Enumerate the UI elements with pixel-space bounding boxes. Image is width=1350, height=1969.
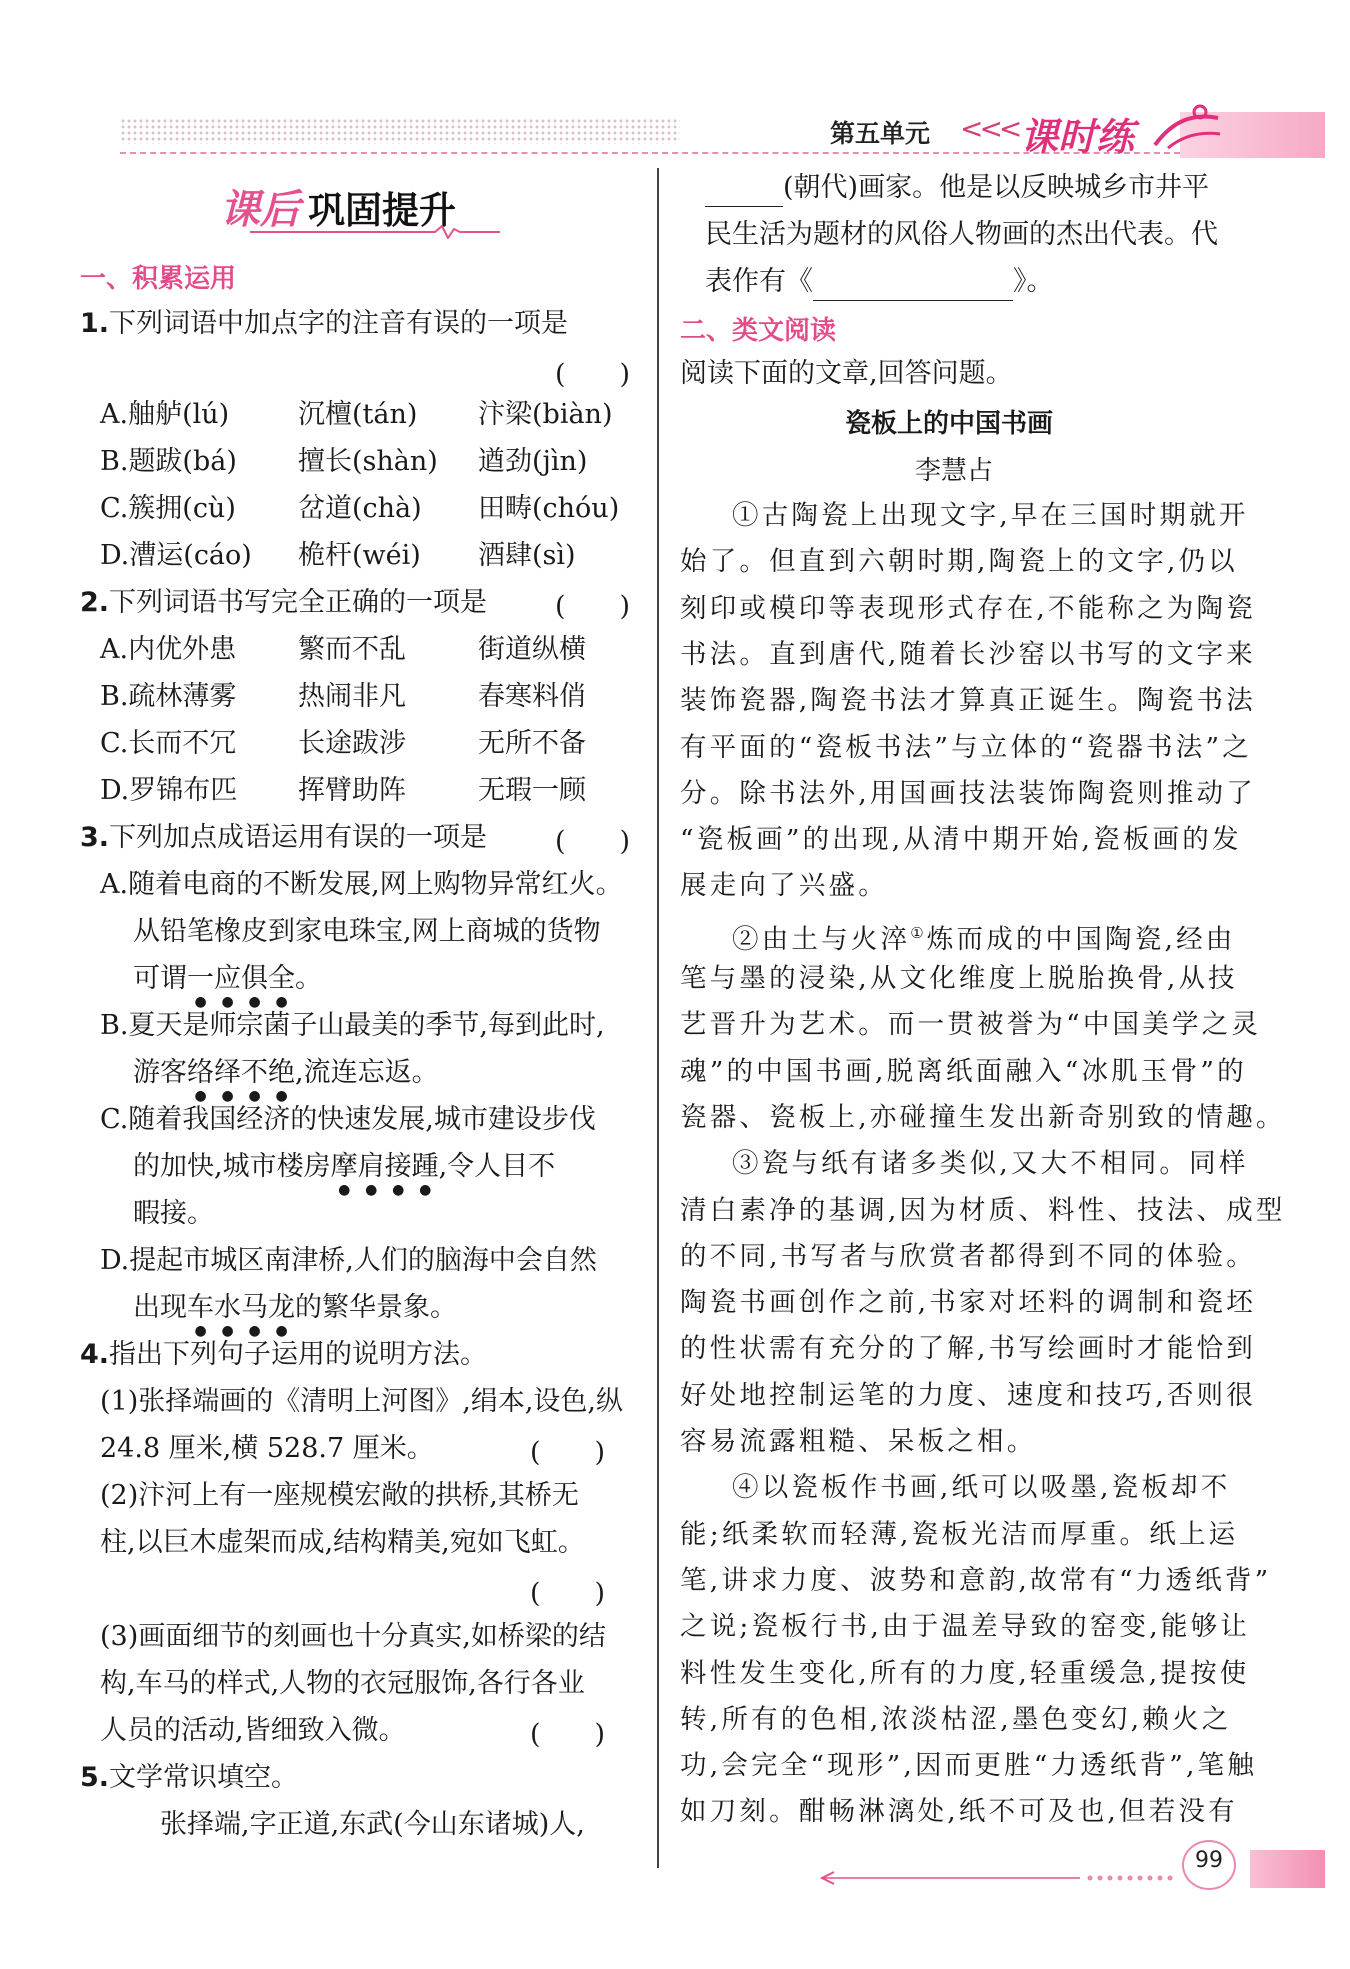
q4-item3-paren: ( ) (530, 1719, 606, 1750)
q2-option-c-word1: C.长而不冗 (100, 728, 237, 759)
q1-option-a-word2: 沉檀(tán) (298, 399, 418, 430)
q1-option-c-word3: 田畴(chóu) (478, 493, 620, 524)
dotted-idiom: 一应俱全 (187, 963, 295, 994)
option-letter: C. (100, 493, 129, 524)
text: 的繁华景象。 (295, 1292, 457, 1323)
q2-option-c-word2: 长途跋涉 (298, 728, 406, 759)
q1-option-c-word2: 岔道(chà) (298, 493, 422, 524)
article-line: 展走向了兴盛。 (680, 870, 888, 902)
option-letter: D. (100, 540, 130, 571)
article-author: 李慧占 (915, 456, 994, 486)
article-line: 书法。直到唐代,随着长沙窑以书写的文字来 (680, 638, 1256, 670)
q4-item1-line1: (1)张择端画的《清明上河图》,绢本,设色,纵 (100, 1386, 623, 1417)
q3-option-c-line2 (133, 1148, 555, 1198)
q1-option-a-word3: 汴梁(biàn) (478, 399, 613, 430)
q3-option-c-line3: 暇接。 (133, 1198, 214, 1229)
q4-item2-line2: 柱,以巨木虚架而成,结构精美,宛如飞虹。 (100, 1527, 585, 1558)
option-word: 漕运(cáo) (129, 540, 252, 571)
q1-option-d-word3: 酒肆(sì) (478, 540, 576, 571)
dotted-idiom: 摩肩接踵 (330, 1151, 439, 1182)
article-line: ④以瓷板作书画,纸可以吸墨,瓷板却不 (732, 1472, 1231, 1504)
article-line: ①古陶瓷上出现文字,早在三国时期就开 (732, 500, 1249, 531)
brand-title: 课时练 (1020, 115, 1135, 159)
q3-text: 下列加点成语运用有误的一项是 (109, 822, 488, 853)
text: 出现 (133, 1292, 187, 1323)
q2-option-d-word2: 挥臂助阵 (298, 775, 406, 806)
text: 的加快,城市楼房 (133, 1151, 331, 1182)
option-letter: A. (100, 399, 129, 430)
q2-option-b-word2: 热闹非凡 (298, 681, 406, 712)
article-line: “瓷板画”的出现,从清中期开始,瓷板画的发 (680, 824, 1242, 856)
q1-option-a (100, 396, 229, 434)
article-line: 陶瓷书画创作之前,书家对坯料的调制和瓷坯 (680, 1287, 1256, 1319)
article-line: 功,会完全“现形”,因而更胜“力透纸背”,笔触 (680, 1750, 1258, 1782)
text: 表作有《 (705, 266, 813, 297)
q5-cont-line2: 民生活为题材的风俗人物画的杰出代表。代 (705, 219, 1218, 250)
q4-item1-paren: ( ) (530, 1437, 606, 1468)
part2-heading: 二、类文阅读 (680, 316, 837, 346)
article-line: 清白素净的基调,因为材质、料性、技法、成型 (680, 1194, 1286, 1226)
option-letter: B. (100, 446, 129, 477)
header-dot-pattern (120, 118, 680, 144)
text: (朝代)画家。他是以反映城乡市井平 (783, 172, 1210, 203)
page-number: 99 (1195, 1848, 1223, 1873)
q2-option-a-word2: 繁而不乱 (298, 634, 406, 665)
option-word: 题跋(bá) (128, 446, 237, 477)
article-line: 始了。但直到六朝时期,陶瓷上的文字,仍以 (680, 546, 1238, 578)
q2-stem (80, 584, 487, 622)
article-line: 笔与墨的浸染,从文化维度上脱胎换骨,从技 (680, 963, 1238, 994)
q3-option-b-line1: B.夏天是师宗菌子山最美的季节,每到此时, (100, 1010, 605, 1041)
q3-stem (80, 819, 487, 857)
q3-option-a-line1: A.随着电商的不断发展,网上购物异常红火。 (100, 869, 623, 900)
article-line: 有平面的“瓷板书法”与立体的“瓷器书法”之 (680, 731, 1252, 763)
q3-option-a-line3 (133, 960, 322, 1010)
q5-line1: 张择端,字正道,东武(今山东诸城)人, (160, 1809, 585, 1840)
q2-text: 下列词语书写完全正确的一项是 (109, 587, 488, 618)
q2-option-b-word3: 春寒料俏 (478, 681, 586, 712)
fill-blank[interactable] (705, 178, 783, 207)
section-title-prefix: 课后 (220, 187, 300, 233)
article-line: 转,所有的色相,浓淡枯涩,墨色变幻,赖火之 (680, 1703, 1232, 1735)
q3-option-d-line1: D.提起市城区南津桥,人们的脑海中会自然 (100, 1245, 597, 1276)
q4-text: 指出下列句子运用的说明方法。 (109, 1339, 488, 1370)
footer-pink-band (1250, 1850, 1325, 1888)
dotted-idiom: 络绎不绝 (187, 1057, 295, 1088)
swoosh-star-icon (1150, 100, 1225, 156)
option-word: 舳舻(lú) (128, 399, 230, 430)
article-line: 的性状需有充分的了解,书写绘画时才能恰到 (680, 1333, 1256, 1365)
article-line: 好处地控制运笔的力度、速度和技巧,否则很 (680, 1379, 1256, 1411)
article-line: 瓷器、瓷板上,亦碰撞生发出新奇别致的情趣。 (680, 1101, 1286, 1133)
article-line: 料性发生变化,所有的力度,轻重缓急,提按使 (680, 1657, 1250, 1689)
section-title-main: 巩固提升 (308, 189, 456, 232)
q5-text: 文学常识填空。 (109, 1762, 299, 1793)
q1-option-b-word2: 擅长(shàn) (298, 446, 438, 477)
q2-option-d-word1: D.罗锦布匹 (100, 775, 238, 806)
q2-answer-paren: ( ) (555, 591, 631, 622)
q1-option-c (100, 490, 236, 528)
q1-number: 1. (80, 308, 110, 339)
q1-option-d-word2: 桅杆(wéi) (298, 540, 421, 571)
article-title: 瓷板上的中国书画 (845, 409, 1054, 439)
q3-option-a-line2: 从铅笔橡皮到家电珠宝,网上商城的货物 (133, 916, 601, 947)
q3-option-b-line2 (133, 1054, 439, 1104)
q1-stem (80, 305, 568, 343)
text: 游客 (133, 1057, 187, 1088)
q5-number: 5. (80, 1762, 110, 1793)
article-line: 艺晋升为艺术。而一贯被誉为“中国美学之灵 (680, 1009, 1262, 1041)
article-line: 分。除书法外,用国画技法装饰陶瓷则推动了 (680, 777, 1256, 809)
q2-option-a-word1: A.内优外患 (100, 634, 237, 665)
text: 。 (295, 963, 322, 994)
article-line: ③瓷与纸有诸多类似,又大不相同。同样 (732, 1148, 1249, 1180)
q5-cont-line1 (705, 169, 1209, 207)
article-line: 装饰瓷器,陶瓷书法才算真正诞生。陶瓷书法 (680, 685, 1256, 717)
reading-intro: 阅读下面的文章,回答问题。 (680, 358, 1013, 389)
text: ,令人目不 (438, 1151, 556, 1182)
double-chevron-icon: <<< (960, 112, 1019, 145)
q4-stem (80, 1336, 487, 1374)
q3-option-c-line1: C.随着我国经济的快速发展,城市建设步伐 (100, 1104, 596, 1135)
q2-option-c-word3: 无所不备 (478, 728, 586, 759)
option-word: 簇拥(cù) (128, 493, 236, 524)
article-line: 笔,讲求力度、波势和意韵,故常有“力透纸背” (680, 1564, 1272, 1596)
q1-option-b (100, 443, 237, 481)
q2-number: 2. (80, 587, 110, 618)
article-line: 刻印或模印等表现形式存在,不能称之为陶瓷 (680, 592, 1256, 624)
text: 可谓 (133, 963, 187, 994)
text: ,流连忘返。 (295, 1057, 439, 1088)
q1-text: 下列词语中加点字的注音有误的一项是 (109, 308, 569, 339)
article-line: 如刀刻。酣畅淋漓处,纸不可及也,但若没有 (680, 1796, 1238, 1828)
article-line: 能;纸柔软而轻薄,瓷板光洁而厚重。纸上运 (680, 1518, 1239, 1550)
text: 》。 (1013, 266, 1054, 297)
heartbeat-line-icon (250, 225, 500, 239)
q3-answer-paren: ( ) (555, 826, 631, 857)
q3-number: 3. (80, 822, 110, 853)
article-line: ②由土与火淬①炼而成的中国陶瓷,经由 (732, 923, 1236, 955)
q1-option-d (100, 537, 252, 575)
q2-option-d-word3: 无瑕一顾 (478, 775, 586, 806)
article-line: 容易流露粗糙、呆板之相。 (680, 1426, 1037, 1457)
q4-item2-line1: (2)汴河上有一座规模宏敞的拱桥,其桥无 (100, 1480, 579, 1511)
article-line: 之说;瓷板行书,由于温差导致的窑变,能够让 (680, 1611, 1250, 1643)
footer-arrow-icon (820, 1868, 1180, 1888)
q1-option-b-word3: 遒劲(jìn) (478, 446, 588, 477)
q4-item3-line2: 构,车马的样式,人物的衣冠服饰,各行各业 (100, 1668, 585, 1699)
q4-number: 4. (80, 1339, 110, 1370)
part1-heading: 一、积累运用 (80, 264, 237, 294)
q4-item3-line1: (3)画面细节的刻画也十分真实,如桥梁的结 (100, 1621, 606, 1652)
q4-item1-line2: 24.8 厘米,横 528.7 厘米。 (100, 1433, 434, 1464)
q2-option-a-word3: 街道纵横 (478, 634, 586, 665)
article-line: 的不同,书写者与欣赏者都得到不同的体验。 (680, 1240, 1256, 1272)
q4-item2-paren: ( ) (530, 1578, 606, 1609)
article-line: 魂”的中国书画,脱离纸面融入“冰肌玉骨”的 (680, 1055, 1247, 1087)
q5-cont-line3 (705, 263, 1054, 301)
q1-answer-paren: ( ) (555, 359, 631, 390)
fill-blank[interactable] (813, 272, 1013, 301)
q4-item3-line3: 人员的活动,皆细致入微。 (100, 1715, 406, 1746)
q5-stem (80, 1759, 298, 1797)
dotted-idiom: 车水马龙 (187, 1292, 295, 1323)
column-divider (657, 168, 659, 1868)
unit-label: 第五单元 (830, 119, 931, 148)
q2-option-b-word1: B.疏林薄雾 (100, 681, 237, 712)
q3-option-d-line2 (133, 1289, 457, 1339)
